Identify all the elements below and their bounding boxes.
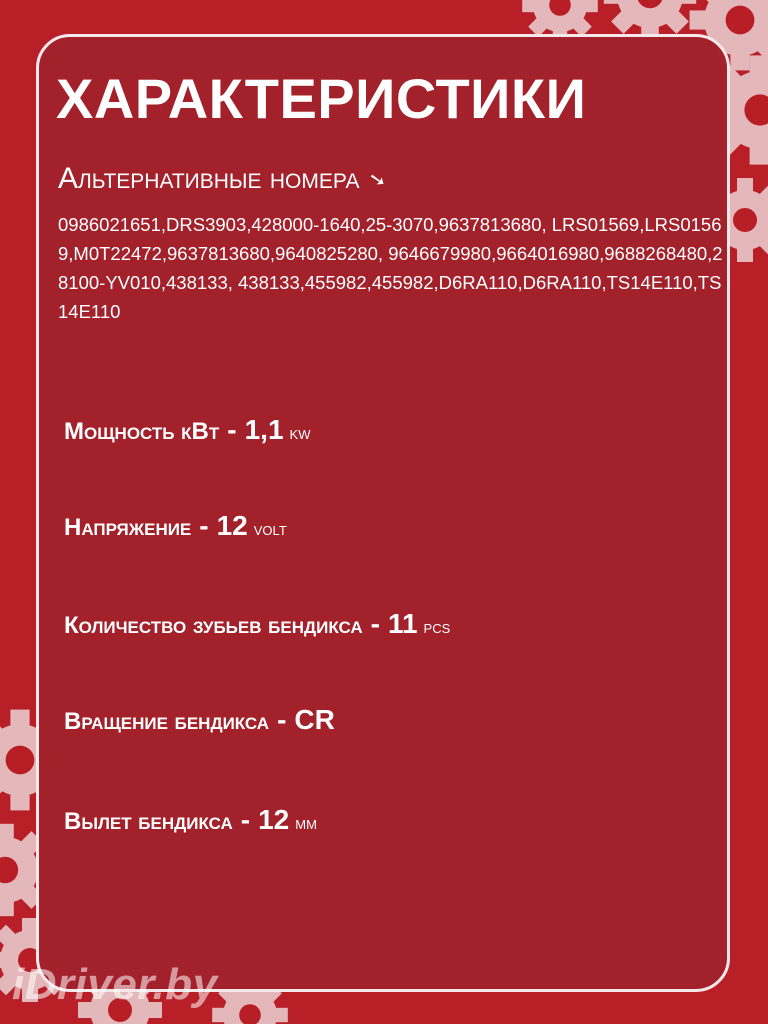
spec-label: Вылет бендикса xyxy=(64,808,233,835)
alternative-numbers-label: Альтернативные номера xyxy=(58,162,360,195)
spec-unit: pcs xyxy=(423,617,451,637)
spec-rotation xyxy=(64,704,335,736)
spec-label: Количество зубьев бендикса xyxy=(64,612,363,639)
arrow-down-right-icon: ➘ xyxy=(367,167,389,192)
watermark: iDriver.by xyxy=(12,960,218,1009)
spec-value: CR xyxy=(294,704,335,735)
spec-separator: - xyxy=(277,704,287,735)
spec-overhang xyxy=(64,804,317,836)
spec-separator: - xyxy=(199,510,209,541)
spec-value: 12 xyxy=(258,804,290,835)
spec-unit: kw xyxy=(289,423,311,443)
spec-value: 11 xyxy=(387,608,418,639)
spec-teeth xyxy=(64,608,450,640)
page-title: ХАРАКТЕРИСТИКИ xyxy=(56,67,587,130)
spec-separator: - xyxy=(240,804,251,835)
spec-label: Вращение бендикса xyxy=(64,708,270,735)
alternative-numbers-list: 0986021651,DRS3903,428000-1640,25-3070,9637813680, LRS01569,LRS01569,M0T22472,9637813680,9640825280, 9646679980,9664016980,9688268480,28100-YV010,438133, 438133,455982,455982,D6RA110,D6RA110,TS14E110,TS14E110 xyxy=(58,214,723,322)
spec-label: Мощность кВт xyxy=(64,418,220,445)
spec-separator: - xyxy=(370,608,380,639)
alternative-numbers-heading xyxy=(58,162,389,196)
spec-voltage xyxy=(64,510,287,542)
spec-label: Напряжение xyxy=(64,514,192,541)
spec-value: 1,1 xyxy=(244,414,284,445)
spec-unit: volt xyxy=(253,519,287,539)
spec-unit: мм xyxy=(295,813,317,833)
spec-power xyxy=(64,414,310,446)
spec-separator: - xyxy=(227,414,237,445)
spec-value: 12 xyxy=(216,510,248,541)
